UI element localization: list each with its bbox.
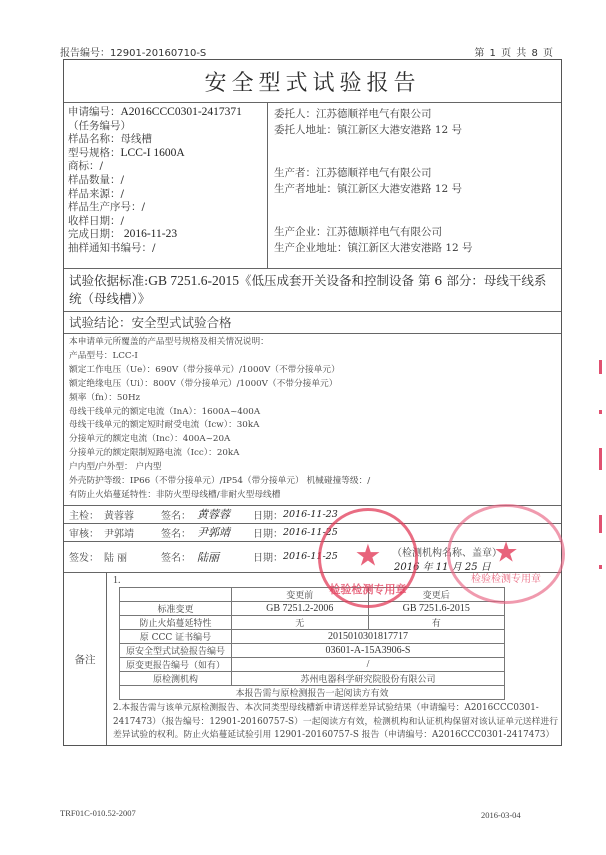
info-section: [64, 103, 561, 269]
remarks-section: [64, 573, 561, 745]
page-indicator: 第 1 页 共 8 页: [474, 48, 554, 59]
table-row: 原 CCC 证书编号 2015010301817717: [120, 629, 505, 643]
signature-row-reviewer: 审核： 尹郭靖 签名： 尹郭靖 日期： 2016-11-25: [64, 524, 561, 542]
manufacturer-address: 生产者地址：镇江新区大港安港路 12 号: [274, 183, 463, 195]
report-title: 安全型式试验报告: [204, 70, 421, 96]
form-code: TRF01C-010.52-2007: [60, 808, 136, 818]
table-row: 原变更报告编号（如有） /: [120, 657, 505, 671]
issuer-org-label: （检测机构名称、盖章）: [392, 547, 502, 559]
model-spec: 型号规格：LCC-I 1600A: [68, 146, 185, 159]
remarks-label: 备注: [64, 573, 107, 745]
form-date: 2016-03-04: [481, 810, 521, 820]
sample-serial: 样品生产序号：/: [68, 201, 146, 214]
change-table: [119, 587, 505, 700]
spec-line: 分接单元的额定限制短路电流（Icc）：20kA: [69, 448, 240, 459]
spec-line: 分接单元的额定电流（Inc）：400A~20A: [69, 434, 231, 445]
factory: 生产企业：江苏德顺祥电气有限公司: [274, 226, 442, 238]
spec-line: 频率（fn）：50Hz: [69, 392, 141, 403]
finish-date: 完成日期： 2016-11-23: [68, 228, 178, 241]
sample-quantity: 样品数量：/: [68, 173, 125, 186]
client: 委托人：江苏德顺祥电气有限公司: [274, 108, 432, 120]
star-icon: ★: [354, 538, 382, 574]
table-header-row: 变更前 变更后: [120, 587, 505, 601]
table-row: 标准变更 GB 7251.2-2006 GB 7251.6-2015: [120, 601, 505, 615]
spec-line: 母线干线单元的额定电流（InA）：1600A~400A: [69, 406, 261, 417]
spec-line: 有防止火焰蔓延特性：非防火型母线槽/非耐火型母线槽: [69, 489, 281, 500]
spec-heading: 本申请单元所覆盖的产品型号规格及相关情况说明：: [69, 337, 269, 347]
test-conclusion: 试验结论：安全型式试验合格: [64, 312, 561, 334]
spec-line: 外壳防护等级：IP66（不带分接单元）/IP54（带分接单元） 机械碰撞等级：/: [69, 476, 371, 487]
standard-name: 《低压成套开关设备和控制设备 第 6 部分：母线干线系统（母线槽）》: [69, 273, 547, 306]
sampling-notice: 抽样通知书编号：/: [68, 241, 156, 254]
task-number-label: （任务编号）: [68, 119, 131, 132]
signature-date: 2016-11-25: [283, 551, 338, 563]
signature-row-issuer: 签发： 陆 丽 签名： 陆丽 日期： 2016-11-25 （检测机构名称、盖章） 2016 年 11 月 25 日: [64, 542, 561, 573]
spec-line: 产品型号：LCC-I: [69, 350, 138, 361]
table-row: 原检测机构 苏州电器科学研究院股份有限公司: [120, 671, 505, 685]
trademark: 商标：/: [68, 160, 104, 173]
seam-seal-marks: [599, 360, 603, 580]
spec-line: 额定工作电压（Ue）：690V（带分接单元）/1000V（不带分接单元）: [69, 364, 340, 375]
spec-line: 母线干线单元的额定短时耐受电流（Icw）：30kA: [69, 420, 260, 431]
signature-date: 2016-11-23: [283, 508, 338, 520]
application-number: 申请编号：A2016CCC0301-2417371: [68, 106, 242, 118]
test-standard: 试验依据标准:GB 7251.6-2015《低压成套开关设备和控制设备 第 6 部分：母线干线系统（母线槽）》: [64, 269, 561, 312]
handwritten-signature: 陆丽: [197, 550, 219, 564]
receive-date: 收样日期：/: [68, 214, 125, 227]
table-footer-row: 本报告需与原检测报告一起阅读方有效: [120, 685, 505, 699]
party-info: [268, 103, 561, 268]
title-row: [64, 60, 561, 103]
issue-date: 2016 年 11 月 25 日: [394, 561, 491, 573]
sample-name: 样品名称：母线槽: [68, 133, 152, 146]
report-sheet: [63, 59, 562, 746]
signature-row-inspector: 主检： 黄蓉蓉 签名： 黄蓉蓉 日期： 2016-11-23: [64, 506, 561, 524]
signature-date: 2016-11-25: [283, 526, 338, 538]
spec-line: 额定绝缘电压（Ui）：800V（带分接单元）/1000V（不带分接单元）: [69, 378, 338, 389]
remarks-body: 1. 变更前 变更后 标准变更 GB 7251.2-2006 GB 7251.6-2015 防止火焰蔓延特性 无 有 原 CCC 证书编号 2015010301817717 原安全型式试验报告编号 03601-A-15A3906-S 原变更报告编号（如有） / 原检测机构 苏州电器科学研究院股份有限公司 本报告需与原检测报告一起阅读方有效 2.本报告需与该单元原检测报告、本次同类型母线槽新申请送样差异试验结果（申请编号：A2016CCC0301-2417473）（报告编号：12901-20160757-S）一起阅读方有效，检测机构和认证机构保留对该认证单元送样进行差异试验的权利。防止火焰蔓延试验引用 12901-20160757-S 报告（申请编号：A2016CCC0301-2417473）: [107, 573, 561, 745]
handwritten-signature: 黄蓉蓉: [197, 508, 230, 522]
star-icon: ★: [493, 535, 519, 569]
certification-seal-stamp: ★ 检验检测专用章: [447, 504, 565, 604]
sample-source: 样品来源：/: [68, 187, 125, 200]
factory-address: 生产企业地址：镇江新区大港安港路 12 号: [274, 242, 473, 254]
table-row: 原安全型式试验报告编号 03601-A-15A3906-S: [120, 643, 505, 657]
standard-code: GB 7251.6-2015: [148, 273, 239, 288]
applicant-info: [64, 103, 268, 268]
report-header-bar: [60, 44, 562, 59]
handwritten-signature: 尹郭靖: [197, 526, 230, 540]
spec-line: 户内型/户外型： 户内型: [69, 462, 162, 473]
product-spec: [64, 334, 561, 506]
inspection-seal-stamp: ★ 检验检测专用章: [318, 508, 418, 608]
client-address: 委托人地址：镇江新区大港安港路 12 号: [274, 124, 463, 136]
remark-item-2: 2.本报告需与该单元原检测报告、本次同类型母线槽新申请送样差异试验结果（申请编号：A2016CCC0301-2417473）（报告编号：12901-20160757-S）一起阅读方有效，检测机构和认证机构保留对该认证单元送样进行差异试验的权利。防止火焰蔓延试验引用 12901-20160757-S 报告（申请编号：A2016CCC0301-2417473）: [113, 702, 558, 741]
table-row: 防止火焰蔓延特性 无 有: [120, 615, 505, 629]
manufacturer: 生产者：江苏德顺祥电气有限公司: [274, 167, 432, 179]
report-number: 报告编号：12901-20160710-S: [60, 48, 207, 59]
